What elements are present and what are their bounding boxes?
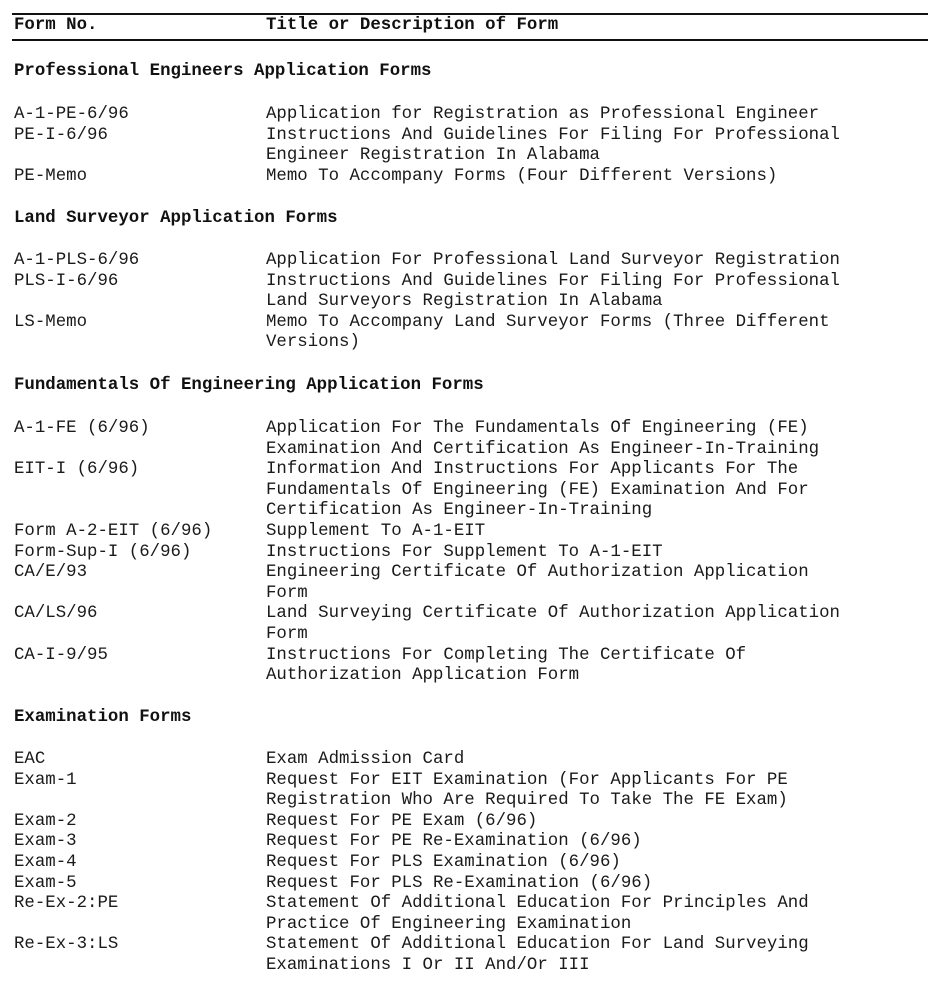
form-description: Request For PE Exam (6/96) bbox=[266, 811, 538, 831]
form-description: Memo To Accompany Land Surveyor Forms (Three Different Versions) bbox=[266, 312, 830, 353]
form-row bbox=[14, 853, 928, 874]
form-row bbox=[14, 771, 928, 812]
form-row bbox=[14, 251, 928, 272]
form-row bbox=[14, 522, 928, 543]
form-row bbox=[14, 460, 928, 522]
form-description: Application For The Fundamentals Of Engineering (FE) Examination And Certification As Engineer-In-Training bbox=[266, 419, 820, 459]
header-rule bbox=[12, 39, 928, 41]
form-row bbox=[14, 419, 928, 460]
form-description: Request For EIT Examination (For Applicants For PE Registration Who Are Required To Take The FE Exam) bbox=[266, 770, 788, 811]
form-description: Statement Of Additional Education For Land Surveying Examinations I Or II And/Or III bbox=[266, 935, 809, 975]
form-description: Request For PLS Re-Examination (6/96) bbox=[266, 873, 653, 893]
form-number: Exam-4 bbox=[14, 853, 77, 872]
form-row bbox=[14, 874, 928, 895]
form-row bbox=[14, 935, 928, 976]
form-description: Exam Admission Card bbox=[266, 750, 465, 769]
form-description: Supplement To A-1-EIT bbox=[266, 522, 486, 541]
form-number: Exam-2 bbox=[14, 811, 77, 831]
form-row bbox=[14, 313, 928, 354]
form-description: Land Surveying Certificate Of Authorization Application Form bbox=[266, 604, 840, 644]
form-row bbox=[14, 750, 928, 771]
form-row bbox=[14, 832, 928, 853]
section-title: Fundamentals Of Engineering Application Forms bbox=[14, 376, 484, 395]
form-number: A-1-PE-6/96 bbox=[14, 105, 129, 124]
form-number: A-1-PLS-6/96 bbox=[14, 251, 140, 270]
section-title: Land Surveyor Application Forms bbox=[14, 209, 338, 228]
form-number: Form-Sup-I (6/96) bbox=[14, 542, 192, 562]
form-number: Re-Ex-2:PE bbox=[14, 894, 119, 914]
form-number: PE-I-6/96 bbox=[14, 125, 108, 145]
form-row bbox=[14, 272, 928, 313]
form-description: Instructions And Guidelines For Filing For Professional Engineer Registration In Alabama bbox=[266, 125, 840, 166]
form-number: CA/E/93 bbox=[14, 563, 88, 583]
form-description: Information And Instructions For Applicants For The Fundamentals Of Engineering (FE) Examination And For Certification As Engineer-In-Training bbox=[266, 460, 809, 521]
form-row bbox=[14, 563, 928, 604]
section-title: Professional Engineers Application Forms bbox=[14, 62, 432, 81]
form-row bbox=[14, 167, 928, 188]
form-number: LS-Memo bbox=[14, 312, 88, 332]
form-row bbox=[14, 894, 928, 935]
header-form-no: Form No. bbox=[14, 16, 98, 35]
form-number: EIT-I (6/96) bbox=[14, 460, 140, 480]
form-description: Instructions For Completing The Certificate Of Authorization Application Form bbox=[266, 645, 747, 686]
form-number: Exam-1 bbox=[14, 770, 77, 790]
form-description: Request For PLS Examination (6/96) bbox=[266, 853, 621, 872]
form-number: CA-I-9/95 bbox=[14, 645, 108, 665]
form-number: Exam-5 bbox=[14, 873, 77, 893]
form-number: CA/LS/96 bbox=[14, 604, 98, 624]
form-number: PLS-I-6/96 bbox=[14, 271, 119, 291]
form-number: Exam-3 bbox=[14, 832, 77, 852]
form-number: EAC bbox=[14, 750, 46, 769]
form-description: Instructions For Supplement To A-1-EIT bbox=[266, 542, 663, 562]
top-rule bbox=[12, 13, 928, 15]
form-number: PE-Memo bbox=[14, 166, 88, 186]
form-row bbox=[14, 126, 928, 167]
section-title: Examination Forms bbox=[14, 708, 192, 727]
form-number: Form A-2-EIT (6/96) bbox=[14, 522, 213, 541]
form-description: Statement Of Additional Education For Principles And Practice Of Engineering Examination bbox=[266, 894, 809, 934]
form-row bbox=[14, 604, 928, 645]
form-row bbox=[14, 105, 928, 126]
form-description: Application For Professional Land Surveyor Registration bbox=[266, 251, 840, 270]
form-description: Engineering Certificate Of Authorization Application Form bbox=[266, 563, 809, 603]
form-row bbox=[14, 812, 928, 833]
form-description: Instructions And Guidelines For Filing For Professional Land Surveyors Registration In Alabama bbox=[266, 271, 840, 312]
form-description: Application for Registration as Professional Engineer bbox=[266, 105, 820, 124]
form-description: Memo To Accompany Forms (Four Different Versions) bbox=[266, 166, 778, 186]
form-row bbox=[14, 646, 928, 687]
form-description: Request For PE Re-Examination (6/96) bbox=[266, 832, 642, 852]
header-title: Title or Description of Form bbox=[266, 16, 559, 35]
form-number: A-1-FE (6/96) bbox=[14, 419, 150, 438]
form-number: Re-Ex-3:LS bbox=[14, 935, 119, 955]
form-row bbox=[14, 543, 928, 564]
